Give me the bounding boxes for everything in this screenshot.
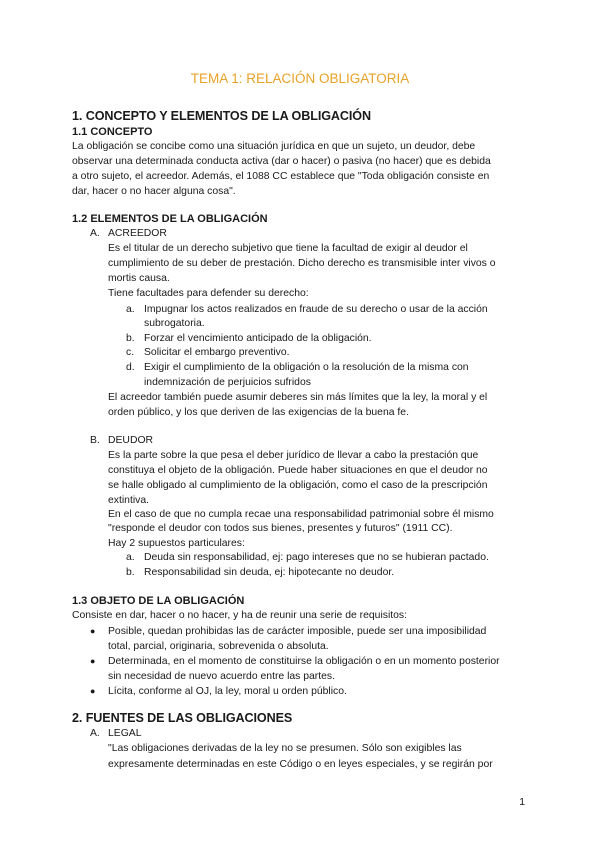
list-marker: c. [126, 347, 135, 358]
list-marker: b. [126, 567, 135, 578]
facultad-item: subrogatoria. [144, 318, 205, 329]
facultad-item: Forzar el vencimiento anticipado de la obligación. [144, 333, 372, 344]
concepto-line: La obligación se concibe como una situación jurídica en que un sujeto, un deudor, debe [72, 141, 476, 152]
subsection-1-3-heading: 1.3 OBJETO DE LA OBLIGACIÓN [72, 595, 245, 607]
section-2-heading: 2. FUENTES DE LAS OBLIGACIONES [72, 711, 293, 725]
acreedor-line: Es el titular de un derecho subjetivo que tiene la facultad de exigir al deudor el [108, 243, 468, 254]
facultad-item: Exigir el cumplimiento de la obligación o la resolución de la misma con [144, 362, 469, 373]
list-marker: a. [126, 552, 135, 563]
deudor-line: En el caso de que no cumpla recae una responsabilidad patrimonial sobre él mismo [108, 509, 494, 520]
list-marker: d. [126, 362, 135, 373]
document-title: TEMA 1: RELACIÓN OBLIGATORIA [190, 71, 410, 86]
requisito-item: sin necesidad de nuevo acuerdo entre las partes. [108, 671, 336, 682]
requisito-item: total, parcial, originaria, sobrevenida o absoluta. [108, 641, 329, 652]
list-marker: B. [90, 435, 100, 446]
facultad-item: indemnización de perjuicios sufridos [144, 377, 311, 388]
supuesto-item: Deuda sin responsabilidad, ej: pago intereses que no se hubieran pactado. [144, 552, 489, 563]
list-marker: a. [126, 304, 135, 315]
requisito-item: Determinada, en el momento de constituirse la obligación o en un momento posterior [108, 656, 500, 667]
deudor-line: constituya el objeto de la obligación. Puede haber situaciones en que el deudor no [108, 465, 488, 476]
concepto-line: observar una determinada conducta activa (dar o hacer) o pasiva (no hacer) que es debida [72, 156, 491, 167]
section-1-heading: 1. CONCEPTO Y ELEMENTOS DE LA OBLIGACIÓN [72, 109, 371, 123]
bullet-icon: ● [90, 626, 96, 636]
acreedor-label: ACREEDOR [108, 228, 167, 239]
list-marker: b. [126, 333, 135, 344]
concepto-line: a otro sujeto, el acreedor. Además, el 1088 CC establece que "Toda obligación consiste en [72, 171, 490, 182]
requisito-item: Posible, quedan prohibidas las de carácter imposible, puede ser una imposibilidad [108, 626, 487, 637]
facultad-item: Impugnar los actos realizados en fraude de su derecho o usar de la acción [144, 304, 488, 315]
bullet-icon: ● [90, 656, 96, 666]
deudor-label: DEUDOR [108, 435, 154, 446]
acreedor-line: mortis causa. [108, 273, 170, 284]
subsection-1-2-heading: 1.2 ELEMENTOS DE LA OBLIGACIÓN [72, 213, 268, 225]
deudor-line: Hay 2 supuestos particulares: [108, 538, 245, 549]
supuesto-item: Responsabilidad sin deuda, ej: hipotecante no deudor. [144, 567, 395, 578]
acreedor-line: El acreedor también puede asumir deberes sin más límites que la ley, la moral y el [108, 392, 488, 403]
acreedor-line: cumplimiento de su deber de prestación. Dicho derecho es transmisible inter vivos o [108, 258, 496, 269]
deudor-line: extintiva. [108, 495, 150, 506]
list-marker: A. [90, 728, 100, 739]
legal-label: LEGAL [108, 728, 142, 739]
list-marker: A. [90, 228, 100, 239]
deudor-line: se halle obligado al cumplimiento de la obligación, como el caso de la prescripción [108, 480, 488, 491]
requisito-item: Lícita, conforme al OJ, la ley, moral u orden público. [108, 686, 347, 697]
deudor-line: Es la parte sobre la que pesa el deber jurídico de llevar a cabo la prestación que [108, 450, 479, 461]
subsection-1-1-heading: 1.1 CONCEPTO [72, 126, 153, 138]
legal-line: expresamente determinadas en este Código o en leyes especiales, y se regirán por [108, 759, 493, 770]
acreedor-line: Tiene facultades para defender su derecho: [108, 288, 309, 299]
legal-line: "Las obligaciones derivadas de la ley no se presumen. Sólo son exigibles las [108, 743, 462, 754]
concepto-line: dar, hacer o no hacer alguna cosa". [72, 186, 236, 197]
acreedor-line: orden público, y los que deriven de las exigencias de la buena fe. [108, 407, 409, 418]
deudor-line: "responde el deudor con todos sus bienes, presentes y futuros" (1911 CC). [108, 523, 453, 534]
page-number: 1 [519, 797, 525, 808]
bullet-icon: ● [90, 686, 96, 696]
facultad-item: Solicitar el embargo preventivo. [144, 347, 290, 358]
objeto-intro: Consiste en dar, hacer o no hacer, y ha de reunir una serie de requisitos: [72, 610, 408, 621]
